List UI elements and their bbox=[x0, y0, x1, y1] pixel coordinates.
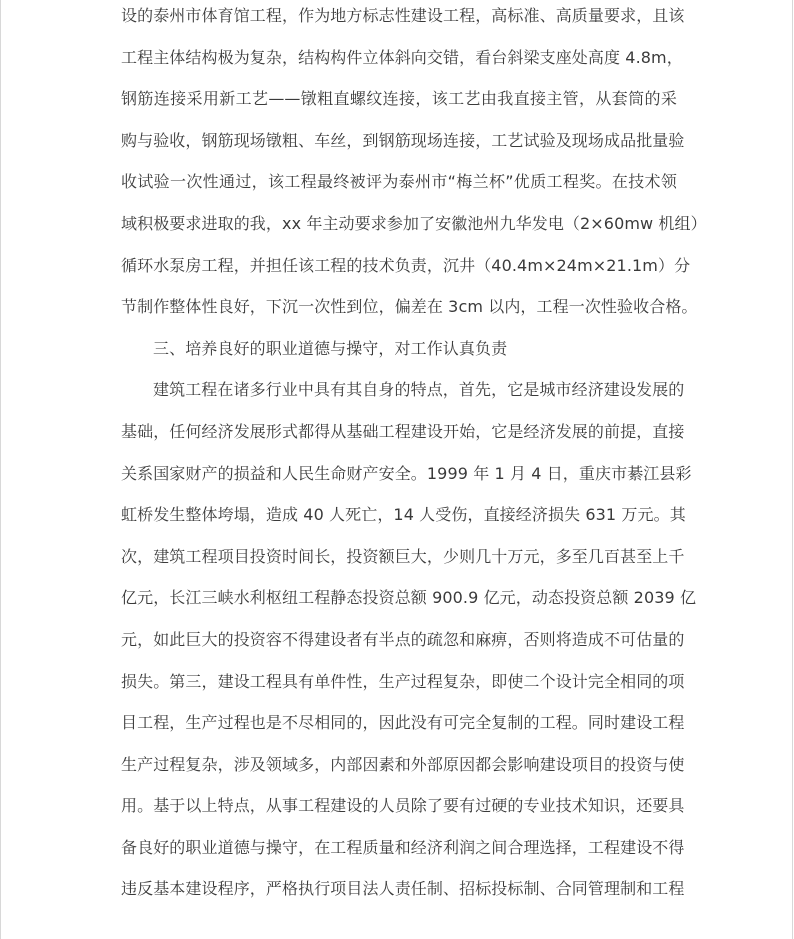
text-line: 虹桥发生整体垮塌，造成 40 人死亡，14 人受伤，直接经济损失 631 万元。其 bbox=[121, 505, 686, 525]
text-line: 生产过程复杂，涉及领域多，内部因素和外部原因都会影响建设项目的投资与使 bbox=[121, 754, 685, 774]
text-line: 基础，任何经济发展形式都得从基础工程建设开始，它是经济发展的前提，直接 bbox=[121, 421, 685, 441]
text-line: 设的泰州市体育馆工程，作为地方标志性建设工程，高标准、高质量要求，且该 bbox=[121, 6, 685, 25]
text-line: 元，如此巨大的投资容不得建设者有半点的疏忽和麻痹，否则将造成不可估量的 bbox=[121, 629, 685, 649]
text-line: 收试验一次性通过，该工程最终被评为泰州市“梅兰杯”优质工程奖。在技术领 bbox=[121, 172, 677, 192]
text-line: 循环水泵房工程，并担任该工程的技术负责，沉井（40.4m×24m×21.1m）分 bbox=[121, 255, 691, 275]
section-heading: 三、培养良好的职业道德与操守，对工作认真负责 bbox=[153, 338, 508, 358]
text-line: 工程主体结构极为复杂，结构构件立体斜向交错，看台斜梁支座处高度 4.8m， bbox=[121, 47, 683, 67]
text-line: 关系国家财产的损益和人民生命财产安全。1999 年 1 月 4 日，重庆市綦江县彩 bbox=[121, 463, 692, 483]
text-line: 用。基于以上特点，从事工程建设的人员除了要有过硬的专业技术知识，还要具 bbox=[121, 796, 685, 816]
text-line: 备良好的职业道德与操守，在工程质量和经济利润之间合理选择，工程建设不得 bbox=[121, 837, 685, 857]
document-body bbox=[121, 0, 707, 910]
text-line: 钢筋连接采用新工艺——镦粗直螺纹连接，该工艺由我直接主管，从套筒的采 bbox=[121, 89, 677, 109]
text-line: 损失。第三，建设工程具有单件性，生产过程复杂，即使二个设计完全相同的项 bbox=[121, 671, 685, 691]
text-line: 次，建筑工程项目投资时间长，投资额巨大，少则几十万元，多至几百甚至上千 bbox=[121, 546, 685, 566]
text-line: 亿元，长江三峡水利枢纽工程静态投资总额 900.9 亿元，动态投资总额 2039 亿 bbox=[121, 588, 697, 608]
text-line: 目工程，生产过程也是不尽相同的，因此没有可完全复制的工程。同时建设工程 bbox=[121, 713, 685, 733]
text-line: 建筑工程在诸多行业中具有其自身的特点，首先，它是城市经济建设发展的 bbox=[153, 380, 685, 400]
text-line: 违反基本建设程序，严格执行项目法人责任制、招标投标制、合同管理制和工程 bbox=[121, 879, 685, 899]
text-line: 购与验收，钢筋现场镦粗、车丝，到钢筋现场连接，工艺试验及现场成品批量验 bbox=[121, 130, 685, 150]
text-line: 域积极要求进取的我，xx 年主动要求参加了安徽池州九华发电（2×60mw 机组） bbox=[121, 213, 707, 233]
text-line: 节制作整体性良好，下沉一次性到位，偏差在 3cm 以内，工程一次性验收合格。 bbox=[121, 297, 698, 317]
